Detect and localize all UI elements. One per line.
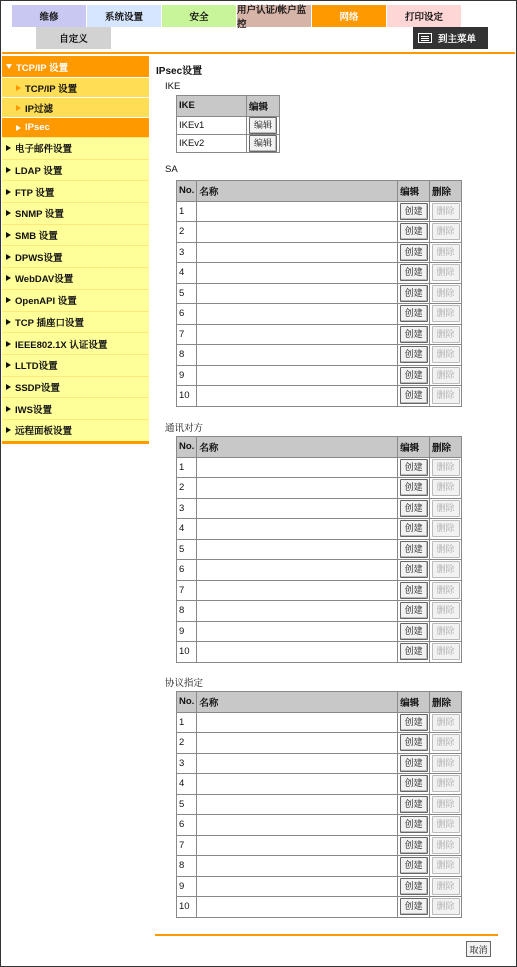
delete-button[interactable]: 删除	[432, 796, 460, 813]
create-button[interactable]: 创建	[400, 459, 428, 476]
table-row	[177, 324, 462, 345]
table-row	[177, 478, 462, 499]
arrow-right-icon	[6, 167, 11, 173]
edit-col-header: 编辑	[398, 437, 430, 458]
sidebar-item-label: LDAP 设置	[15, 166, 63, 178]
top-tab-bar	[12, 5, 462, 30]
table-row	[177, 345, 462, 366]
delete-button[interactable]: 删除	[432, 561, 460, 578]
secondary-tab-bar	[36, 27, 111, 49]
row-number: 2	[177, 478, 197, 499]
name-cell	[197, 794, 398, 815]
table-row	[177, 116, 280, 134]
delete-button[interactable]: 删除	[432, 623, 460, 640]
name-cell	[197, 601, 398, 622]
arrow-right-icon	[6, 341, 11, 347]
name-col-header: 名称	[197, 437, 398, 458]
create-button[interactable]: 创建	[400, 755, 428, 772]
delete-button[interactable]: 删除	[432, 346, 460, 363]
row-number: 8	[177, 345, 197, 366]
sidebar-item-tcpip-group[interactable]	[2, 56, 149, 77]
table-row	[177, 539, 462, 560]
table-row	[177, 712, 462, 733]
sidebar-item[interactable]	[2, 180, 149, 202]
table-row	[177, 457, 462, 478]
expand-arrow-icon	[6, 64, 12, 69]
ike-name-cell: IKEv1	[177, 116, 247, 134]
row-number: 1	[177, 712, 197, 733]
arrow-right-icon	[6, 145, 11, 151]
create-button[interactable]: 创建	[400, 520, 428, 537]
sidebar-bottom-divider	[2, 441, 149, 444]
sidebar-item[interactable]	[2, 419, 149, 441]
create-button[interactable]: 创建	[400, 367, 428, 384]
name-col-header: 名称	[197, 181, 398, 202]
arrow-right-icon	[6, 406, 11, 412]
sidebar-item[interactable]	[2, 245, 149, 267]
row-number: 4	[177, 519, 197, 540]
create-button[interactable]: 创建	[400, 643, 428, 660]
delete-button[interactable]: 删除	[432, 500, 460, 517]
delete-button[interactable]: 删除	[432, 203, 460, 220]
sidebar-item-label: IWS设置	[15, 404, 52, 416]
table-row	[177, 897, 462, 918]
sidebar-item[interactable]	[2, 289, 149, 311]
cancel-button[interactable]: 取消	[466, 941, 491, 957]
delete-button[interactable]: 删除	[432, 898, 460, 915]
name-cell	[197, 876, 398, 897]
delete-button[interactable]: 删除	[432, 367, 460, 384]
tab-user-auth[interactable]: 用户认证/帐户监控	[237, 5, 312, 27]
sidebar-item[interactable]	[2, 267, 149, 289]
sidebar-item-label: DPWS设置	[15, 252, 63, 264]
create-button[interactable]: 创建	[400, 837, 428, 854]
edit-col-header: 编辑	[398, 181, 430, 202]
row-number: 6	[177, 560, 197, 581]
table-row	[177, 774, 462, 795]
sa-section-label: SA	[165, 164, 178, 175]
table-row	[177, 580, 462, 601]
sidebar-item-label: SMB 设置	[15, 231, 58, 243]
delete-button[interactable]: 删除	[432, 582, 460, 599]
arrow-right-icon	[6, 232, 11, 238]
create-button[interactable]: 创建	[400, 203, 428, 220]
row-number: 2	[177, 222, 197, 243]
delete-button[interactable]: 删除	[432, 878, 460, 895]
row-number: 7	[177, 324, 197, 345]
name-cell	[197, 386, 398, 407]
sidebar-group-label: TCP/IP 设置	[16, 62, 69, 74]
create-button[interactable]: 创建	[400, 561, 428, 578]
header-divider	[2, 52, 515, 54]
table-row	[177, 519, 462, 540]
create-button[interactable]: 创建	[400, 285, 428, 302]
name-cell	[197, 539, 398, 560]
table-row	[177, 856, 462, 877]
name-cell	[197, 478, 398, 499]
ike-table	[176, 95, 280, 153]
name-cell	[197, 642, 398, 663]
sa-table	[176, 180, 462, 407]
arrow-right-icon	[6, 297, 11, 303]
row-number: 7	[177, 580, 197, 601]
create-button[interactable]: 创建	[400, 602, 428, 619]
row-number: 3	[177, 498, 197, 519]
name-cell	[197, 774, 398, 795]
create-button[interactable]: 创建	[400, 623, 428, 640]
sidebar	[2, 56, 149, 444]
table-row	[177, 304, 462, 325]
table-row	[177, 753, 462, 774]
arrow-right-icon	[6, 362, 11, 368]
peer-table	[176, 436, 462, 663]
delete-button[interactable]: 删除	[432, 857, 460, 874]
name-cell	[197, 365, 398, 386]
table-row	[177, 242, 462, 263]
sidebar-item-label: FTP 设置	[15, 187, 55, 199]
delete-button[interactable]: 删除	[432, 264, 460, 281]
ike-name-cell: IKEv2	[177, 134, 247, 152]
row-number: 5	[177, 539, 197, 560]
sidebar-subitem-label: IPsec	[25, 122, 50, 133]
table-row	[177, 222, 462, 243]
table-row	[177, 733, 462, 754]
name-cell	[197, 712, 398, 733]
ike-edit-button[interactable]: 编辑	[249, 135, 277, 152]
name-cell	[197, 263, 398, 284]
create-button[interactable]: 创建	[400, 264, 428, 281]
peer-section-label: 通讯对方	[165, 423, 204, 434]
name-cell	[197, 897, 398, 918]
row-number: 1	[177, 457, 197, 478]
table-row	[177, 815, 462, 836]
table-row	[177, 263, 462, 284]
table-row	[177, 642, 462, 663]
arrow-right-icon	[6, 189, 11, 195]
sidebar-item-label: LLTD设置	[15, 361, 58, 373]
no-col-header: No.	[177, 437, 197, 458]
arrow-right-icon	[6, 254, 11, 260]
name-cell	[197, 242, 398, 263]
arrow-right-icon	[6, 210, 11, 216]
table-row	[177, 201, 462, 222]
sidebar-item[interactable]	[2, 159, 149, 181]
sidebar-subitem-ipsec[interactable]	[2, 117, 149, 137]
name-cell	[197, 457, 398, 478]
sidebar-item[interactable]	[2, 332, 149, 354]
sidebar-item-label: SNMP 设置	[15, 209, 64, 221]
row-number: 7	[177, 835, 197, 856]
table-row	[177, 560, 462, 581]
edit-col-header: 编辑	[247, 96, 280, 117]
name-cell	[197, 498, 398, 519]
row-number: 8	[177, 601, 197, 622]
create-button[interactable]: 创建	[400, 734, 428, 751]
name-col-header: 名称	[197, 692, 398, 713]
delete-button[interactable]: 删除	[432, 602, 460, 619]
delete-col-header: 删除	[430, 181, 462, 202]
name-cell	[197, 815, 398, 836]
sidebar-item[interactable]	[2, 137, 149, 159]
table-row	[177, 365, 462, 386]
arrow-right-icon	[6, 427, 11, 433]
no-col-header: No.	[177, 692, 197, 713]
tab-network[interactable]: 网络	[312, 5, 387, 27]
delete-button[interactable]: 删除	[432, 775, 460, 792]
delete-button[interactable]: 删除	[432, 326, 460, 343]
create-button[interactable]: 创建	[400, 387, 428, 404]
protocol-section-label: 协议指定	[165, 678, 204, 689]
delete-button[interactable]: 删除	[432, 479, 460, 496]
footer-divider	[155, 934, 498, 936]
row-number: 3	[177, 753, 197, 774]
ike-edit-button[interactable]: 编辑	[249, 117, 277, 134]
delete-button[interactable]: 删除	[432, 387, 460, 404]
name-cell	[197, 345, 398, 366]
sidebar-item-label: 远程面板设置	[15, 426, 73, 438]
sidebar-subitem-tcpip[interactable]	[2, 77, 149, 97]
name-cell	[197, 519, 398, 540]
row-number: 6	[177, 304, 197, 325]
row-number: 10	[177, 897, 197, 918]
table-row	[177, 134, 280, 152]
delete-button[interactable]: 删除	[432, 459, 460, 476]
arrow-right-icon	[6, 384, 11, 390]
name-cell	[197, 560, 398, 581]
row-number: 5	[177, 794, 197, 815]
name-cell	[197, 856, 398, 877]
name-cell	[197, 580, 398, 601]
sidebar-subitem-label: TCP/IP 设置	[25, 83, 78, 95]
create-button[interactable]: 创建	[400, 714, 428, 731]
create-button[interactable]: 创建	[400, 305, 428, 322]
delete-button[interactable]: 删除	[432, 520, 460, 537]
delete-button[interactable]: 删除	[432, 223, 460, 240]
arrow-right-icon	[16, 105, 21, 111]
arrow-right-icon	[6, 275, 11, 281]
main-menu-button[interactable]	[413, 27, 488, 49]
delete-button[interactable]: 删除	[432, 816, 460, 833]
table-row	[177, 621, 462, 642]
create-button[interactable]: 创建	[400, 500, 428, 517]
arrow-right-icon	[16, 85, 21, 91]
row-number: 2	[177, 733, 197, 754]
menu-icon	[418, 33, 432, 43]
delete-button[interactable]: 删除	[432, 244, 460, 261]
row-number: 9	[177, 876, 197, 897]
tab-maintenance[interactable]: 维修	[12, 5, 87, 27]
arrow-right-icon	[6, 319, 11, 325]
sidebar-subitem-label: IP过滤	[25, 103, 53, 115]
sidebar-item[interactable]	[2, 202, 149, 224]
create-button[interactable]: 创建	[400, 775, 428, 792]
delete-button[interactable]: 删除	[432, 755, 460, 772]
name-cell	[197, 222, 398, 243]
create-button[interactable]: 创建	[400, 857, 428, 874]
sidebar-item-label: 电子邮件设置	[15, 144, 73, 156]
table-row	[177, 283, 462, 304]
table-row	[177, 601, 462, 622]
delete-button[interactable]: 删除	[432, 714, 460, 731]
sidebar-item[interactable]	[2, 376, 149, 398]
sidebar-subitem-ip-filter[interactable]	[2, 97, 149, 117]
sidebar-item[interactable]	[2, 224, 149, 246]
delete-button[interactable]: 删除	[432, 305, 460, 322]
create-button[interactable]: 创建	[400, 878, 428, 895]
row-number: 6	[177, 815, 197, 836]
delete-button[interactable]: 删除	[432, 541, 460, 558]
row-number: 3	[177, 242, 197, 263]
row-number: 10	[177, 386, 197, 407]
name-cell	[197, 201, 398, 222]
create-button[interactable]: 创建	[400, 346, 428, 363]
delete-button[interactable]: 删除	[432, 837, 460, 854]
table-row	[177, 794, 462, 815]
ike-section-label: IKE	[165, 81, 181, 92]
no-col-header: No.	[177, 181, 197, 202]
name-cell	[197, 283, 398, 304]
create-button[interactable]: 创建	[400, 582, 428, 599]
name-cell	[197, 324, 398, 345]
delete-button[interactable]: 删除	[432, 643, 460, 660]
row-number: 4	[177, 774, 197, 795]
row-number: 9	[177, 621, 197, 642]
sidebar-item[interactable]	[2, 397, 149, 419]
row-number: 10	[177, 642, 197, 663]
sidebar-item-label: TCP 插座口设置	[15, 317, 84, 329]
create-button[interactable]: 创建	[400, 244, 428, 261]
delete-button[interactable]: 删除	[432, 285, 460, 302]
arrow-right-icon	[16, 125, 21, 131]
row-number: 8	[177, 856, 197, 877]
create-button[interactable]: 创建	[400, 898, 428, 915]
create-button[interactable]: 创建	[400, 223, 428, 240]
create-button[interactable]: 创建	[400, 796, 428, 813]
tab-print-settings[interactable]: 打印设定	[387, 5, 462, 27]
sidebar-item-label: IEEE802.1X 认证设置	[15, 339, 108, 351]
name-cell	[197, 733, 398, 754]
row-number: 1	[177, 201, 197, 222]
sidebar-item-label: SSDP设置	[15, 382, 60, 394]
table-row	[177, 386, 462, 407]
tab-system-settings[interactable]: 系统设置	[87, 5, 162, 27]
create-button[interactable]: 创建	[400, 541, 428, 558]
edit-col-header: 编辑	[398, 692, 430, 713]
name-cell	[197, 835, 398, 856]
row-number: 9	[177, 365, 197, 386]
create-button[interactable]: 创建	[400, 816, 428, 833]
sidebar-item[interactable]	[2, 311, 149, 333]
delete-col-header: 删除	[430, 692, 462, 713]
delete-button[interactable]: 删除	[432, 734, 460, 751]
delete-col-header: 删除	[430, 437, 462, 458]
sidebar-item[interactable]	[2, 354, 149, 376]
name-cell	[197, 753, 398, 774]
page-title: IPsec设置	[156, 66, 203, 77]
table-row	[177, 876, 462, 897]
main-menu-label: 到主菜单	[438, 34, 477, 45]
name-cell	[197, 304, 398, 325]
protocol-table	[176, 691, 462, 918]
create-button[interactable]: 创建	[400, 479, 428, 496]
tab-security[interactable]: 安全	[162, 5, 237, 27]
tab-custom[interactable]: 自定义	[36, 27, 111, 49]
sidebar-item-label: WebDAV设置	[15, 274, 74, 286]
sidebar-item-label: OpenAPI 设置	[15, 296, 77, 308]
create-button[interactable]: 创建	[400, 326, 428, 343]
table-row	[177, 498, 462, 519]
row-number: 5	[177, 283, 197, 304]
name-cell	[197, 621, 398, 642]
table-row	[177, 835, 462, 856]
row-number: 4	[177, 263, 197, 284]
ike-col-header: IKE	[177, 96, 247, 117]
